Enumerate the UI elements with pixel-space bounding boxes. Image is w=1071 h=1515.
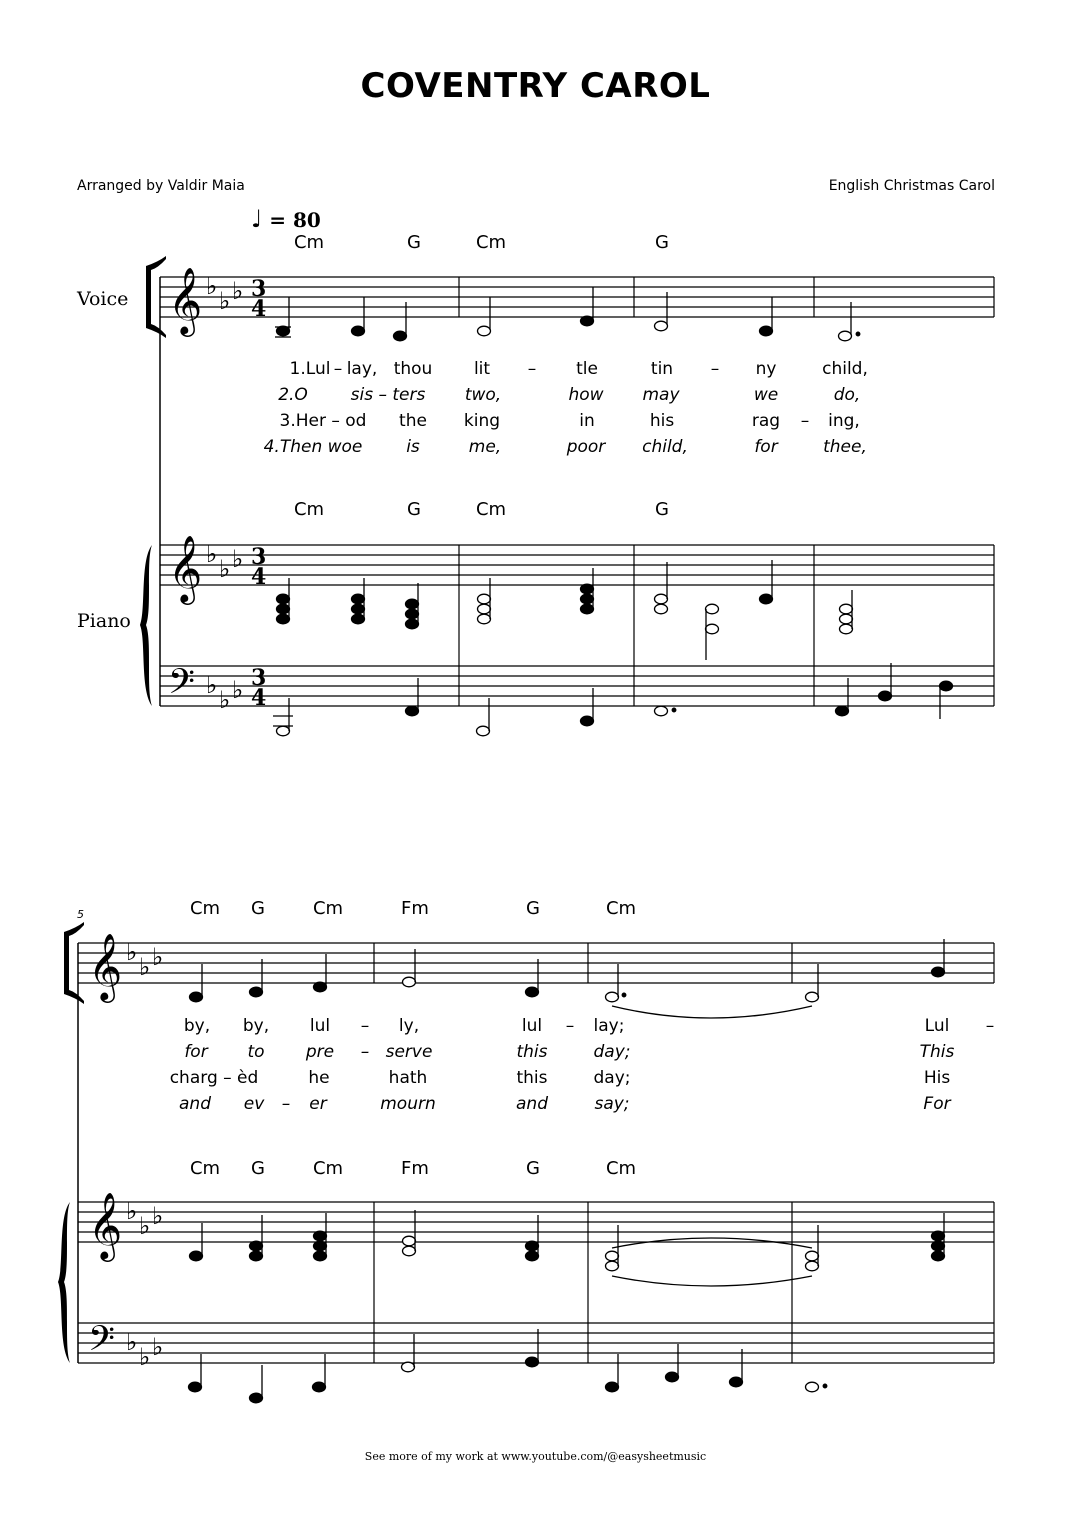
treble-clef-icon: 𝄞 (88, 932, 123, 1000)
lyric-syllable: 4.Then woe (263, 437, 363, 457)
chord-symbol: Cm (475, 232, 507, 253)
lyric-syllable: er (309, 1094, 327, 1114)
lyric-syllable: to (247, 1042, 265, 1062)
lyric-hyphen: – (985, 1016, 995, 1036)
svg-text:♭: ♭ (126, 1328, 138, 1356)
lyric-syllable: thou (393, 359, 433, 379)
lyric-syllable: lul (309, 1016, 331, 1036)
lyric-syllable: ev (243, 1094, 265, 1114)
lyric-syllable: lul (521, 1016, 543, 1036)
chord-symbol: Fm (401, 1158, 429, 1179)
lyric-syllable: serve (385, 1042, 433, 1062)
lyric-syllable: two, (464, 385, 502, 405)
time-signature (251, 276, 266, 711)
lyric-syllable: for (754, 437, 778, 457)
lyric-syllable: he (308, 1068, 330, 1088)
chord-symbol: G (407, 232, 421, 253)
lyric-hyphen: – (360, 1042, 370, 1062)
chord-symbol: G (655, 232, 669, 253)
lyric-syllable: tin (650, 359, 674, 379)
lyric-syllable: 3.Her – od (279, 411, 367, 431)
chord-symbol: Cm (189, 1158, 221, 1179)
chord-symbol: Fm (401, 898, 429, 919)
chord-symbol: Cm (605, 1158, 637, 1179)
svg-text:♭: ♭ (206, 272, 218, 300)
chord-symbol: Cm (312, 898, 344, 919)
chord-symbol: Cm (293, 499, 325, 520)
chord-symbol: Cm (293, 232, 325, 253)
chord-symbol: Cm (312, 1158, 344, 1179)
chord-symbol: G (655, 499, 669, 520)
voice-staff-1 (160, 277, 994, 317)
piano-brace-1 (140, 545, 152, 706)
svg-text:♭: ♭ (152, 943, 164, 971)
lyric-syllable: day; (593, 1042, 631, 1062)
lyric-syllable: This (919, 1042, 955, 1062)
svg-text:♭: ♭ (232, 277, 244, 305)
quarter-note-icon: ♩ (251, 204, 263, 233)
chord-symbol: G (526, 898, 540, 919)
key-signature-flats (126, 272, 243, 1371)
lyric-syllable: ing, (828, 411, 860, 431)
lyric-syllable: lay; (593, 1016, 625, 1036)
lyric-hyphen: – (565, 1016, 575, 1036)
page-title: COVENTRY CAROL (360, 66, 711, 106)
bass-clef-icon: 𝄢 (168, 661, 196, 710)
piano-bass-staff-1 (160, 666, 994, 706)
lyric-hyphen: – (360, 1016, 370, 1036)
chord-symbol: Cm (605, 898, 637, 919)
lyric-syllable: child, (822, 359, 868, 379)
svg-text:4: 4 (251, 685, 267, 711)
lyric-syllable: ny (755, 359, 777, 379)
svg-text:♭: ♭ (126, 938, 138, 966)
lyric-syllable: pre (305, 1042, 335, 1062)
lyric-syllable: we (753, 385, 779, 405)
svg-text:♭: ♭ (219, 686, 231, 714)
lyric-syllable: for (184, 1042, 208, 1062)
voice-label: Voice (77, 288, 129, 310)
svg-text:♭: ♭ (139, 953, 151, 981)
lyric-syllable: this (516, 1068, 548, 1088)
voice-staff-2 (78, 943, 994, 983)
chord-symbol: Cm (189, 898, 221, 919)
lyric-syllable: his (649, 411, 675, 431)
piano-bass-staff-2 (78, 1323, 994, 1363)
svg-text:♭: ♭ (126, 1197, 138, 1225)
chord-symbol: Cm (475, 499, 507, 520)
lyric-syllable: Lul (924, 1016, 950, 1036)
svg-text:♭: ♭ (152, 1333, 164, 1361)
piano-treble-staff-1 (160, 545, 994, 585)
piano-bass-notes-1 (273, 663, 953, 736)
lyric-syllable: and (179, 1094, 211, 1114)
chord-symbol: G (526, 1158, 540, 1179)
piano-treble-staff-2 (78, 1202, 994, 1242)
lyric-syllable: child, (642, 437, 688, 457)
measure-number: 5 (77, 908, 84, 921)
lyric-syllable: this (516, 1042, 548, 1062)
lyric-syllable: For (923, 1094, 951, 1114)
lyric-syllable: and (516, 1094, 548, 1114)
lyric-hyphen: – (333, 359, 343, 379)
lyric-hyphen: – (710, 359, 720, 379)
svg-text:♭: ♭ (219, 287, 231, 315)
svg-text:4: 4 (251, 564, 267, 590)
treble-clef-icon: 𝄞 (168, 534, 203, 602)
lyric-syllable: rag (751, 411, 781, 431)
lyric-syllable: lay, (346, 359, 378, 379)
lyric-syllable: the (399, 411, 427, 431)
voice-notes-1 (275, 287, 860, 341)
lyric-syllable: lit (473, 359, 491, 379)
svg-text:3: 3 (251, 276, 267, 302)
chord-symbol: G (251, 1158, 265, 1179)
svg-text:♭: ♭ (232, 676, 244, 704)
lyric-syllable: is (406, 437, 420, 457)
piano-label: Piano (77, 610, 131, 632)
lyric-syllable: in (579, 411, 595, 431)
lyric-syllable: mourn (380, 1094, 436, 1114)
piano-bass-notes-2 (189, 1329, 827, 1403)
lyric-hyphen: – (527, 359, 537, 379)
lyric-syllable: His (923, 1068, 951, 1088)
lyric-syllable: me, (468, 437, 502, 457)
tempo-value: = 80 (269, 208, 321, 232)
svg-text:♭: ♭ (139, 1343, 151, 1371)
composer-credit: English Christmas Carol (828, 178, 995, 194)
lyric-syllable: by, (242, 1016, 270, 1036)
lyric-syllable: ly, (398, 1016, 420, 1036)
voice-notes-2 (190, 939, 945, 1018)
footer-text: See more of my work at www.youtube.com/@easysheetmusic (364, 1450, 707, 1463)
chord-symbol: G (251, 898, 265, 919)
bass-clef-icon: 𝄢 (88, 1318, 116, 1367)
svg-text:♭: ♭ (206, 671, 218, 699)
lyric-syllable: say; (594, 1094, 630, 1114)
treble-clef-icon: 𝄞 (168, 266, 203, 334)
lyric-syllable: day; (593, 1068, 631, 1088)
lyric-syllable: 2.O (278, 385, 308, 405)
lyric-syllable: how (568, 385, 604, 405)
lyric-hyphen: – (800, 411, 810, 431)
arranger-credit: Arranged by Valdir Maia (77, 178, 245, 194)
svg-text:♭: ♭ (232, 545, 244, 573)
lyric-syllable: 1.Lul (289, 359, 331, 379)
svg-text:3: 3 (251, 665, 267, 691)
treble-clef-icon: 𝄞 (88, 1191, 123, 1259)
lyric-hyphen: – (281, 1094, 291, 1114)
svg-text:3: 3 (251, 544, 267, 570)
svg-text:4: 4 (251, 296, 267, 322)
lyric-syllable: do, (833, 385, 861, 405)
svg-text:♭: ♭ (152, 1202, 164, 1230)
svg-text:♭: ♭ (206, 540, 218, 568)
lyric-syllable: poor (566, 437, 606, 457)
svg-text:♭: ♭ (139, 1212, 151, 1240)
lyric-syllable: sis – ters (350, 385, 426, 405)
svg-text:♭: ♭ (219, 555, 231, 583)
lyric-syllable: tle (576, 359, 598, 379)
lyric-syllable: thee, (823, 437, 867, 457)
chord-symbol: G (407, 499, 421, 520)
lyric-syllable: by, (183, 1016, 211, 1036)
lyric-syllable: hath (388, 1068, 428, 1088)
piano-brace-2 (58, 1202, 70, 1363)
lyric-syllable: charg – èd (169, 1068, 259, 1088)
lyric-syllable: may (642, 385, 680, 405)
lyric-syllable: king (463, 411, 501, 431)
